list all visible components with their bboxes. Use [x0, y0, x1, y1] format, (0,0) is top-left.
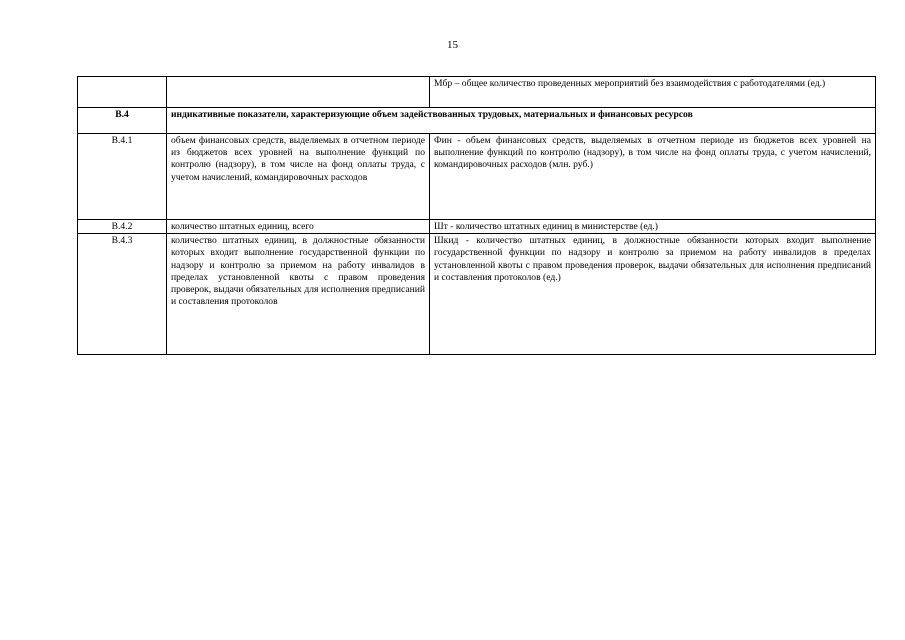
row-formula-cell: Шт - количество штатных единиц в министерстве (ед.) [430, 220, 876, 234]
page-number: 15 [447, 39, 458, 51]
section-title-cell: индикативные показатели, характеризующие объем задействованных трудовых, материальных и финансовых ресурсов [167, 108, 876, 134]
table-row [78, 77, 876, 108]
row-code-cell: В.4.2 [78, 220, 167, 234]
section-code-cell: В.4 [78, 108, 167, 134]
row-name-cell: объем финансовых средств, выделяемых в отчетном периоде из бюджетов всех уровней на выполнение функций по контролю (надзору), в том числе на фонд оплаты труда, с учетом начислений, командировочных расходов [167, 134, 430, 220]
row-code-cell: В.4.3 [78, 234, 167, 355]
row-formula-cell: Шкид - количество штатных единиц, в должностные обязанности которых входит выполнение государственной функции по надзору и контролю за приемом на работу инвалидов в пределах установленной квоты с правом проведения проверок, выдачи обязательных для исполнения предписаний и составления протоколов (ед.) [430, 234, 876, 355]
row-formula-cell: Мбр – общее количество проведенных мероприятий без взаимодействия с работодателями (ед.) [430, 77, 876, 108]
section-row [78, 108, 876, 134]
indicators-table [77, 76, 876, 355]
row-name-cell: количество штатных единиц, всего [167, 220, 430, 234]
row-code-cell: В.4.1 [78, 134, 167, 220]
table-row [78, 234, 876, 355]
row-name-cell: количество штатных единиц, в должностные обязанности которых входит выполнение государственной функции по надзору и контролю за приемом на работу инвалидов в пределах установленной квоты с правом проведения проверок, выдачи обязательных для исполнения предписаний и составления протоколов [167, 234, 430, 355]
table-row [78, 134, 876, 220]
row-formula-cell: Фин - объем финансовых средств, выделяемых в отчетном периоде из бюджетов всех уровней на выполнение функций по контролю (надзору), в том числе на фонд оплаты труда, с учетом начислений, командировочных расходов (млн. руб.) [430, 134, 876, 220]
row-name-cell [167, 77, 430, 108]
row-code-cell [78, 77, 167, 108]
table-row [78, 220, 876, 234]
